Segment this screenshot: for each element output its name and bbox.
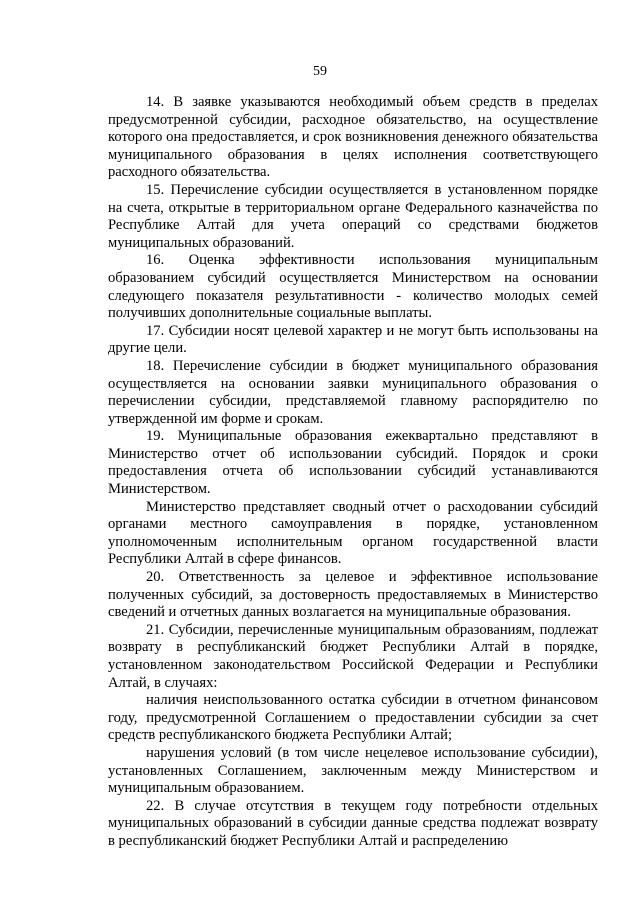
paragraph-15: 15. Перечисление субсидии осуществляется в установленном порядке на счета, открытые в территориальном органе Федерального казначейства по Республике Алтай для учета операций со средствами бюджетов муниципальных образований. [108, 181, 598, 251]
paragraph-16: 16. Оценка эффективности использования муниципальным образованием субсидий осуществляется Министерством на основании следующего показателя результативности - количество молодых семей получивших дополнительные социальные выплаты. [108, 252, 598, 322]
paragraph-21-case-2: нарушения условий (в том числе нецелевое использование субсидии), установленных Соглашением, заключенным между Министерством и муниципальным образованием. [108, 744, 598, 797]
paragraph-20: 20. Ответственность за целевое и эффективное использование полученных субсидий, за достоверность предоставляемых в Министерство сведений и отчетных данных возлагается на муниципальные образования. [108, 569, 598, 621]
paragraph-21-case-1: наличия неиспользованного остатка субсидии в отчетном финансовом году, предусмотренной Соглашением о предоставлении субсидии за счет средств республиканского бюджета Республики Алтай; [108, 692, 598, 744]
paragraph-14: 14. В заявке указываются необходимый объем средств в пределах предусмотренной субсидии, расходное обязательство, на осуществление которого она предоставляется, и срок возникновения денежного обязательства муниципального образования в целях исполнения соответствующего расходного обязательства. [108, 94, 598, 181]
paragraph-18: 18. Перечисление субсидии в бюджет муниципального образования осуществляется на основании заявки муниципального образования о перечислении субсидии, представляемой главному распорядителю по утвержденной им форме и срокам. [108, 357, 598, 427]
document-body [108, 94, 598, 851]
page-number: 59 [313, 64, 327, 79]
paragraph-19: 19. Муниципальные образования ежеквартально представляют в Министерство отчет об использовании субсидий. Порядок и сроки предоставления отчета об использовании субсидий устанавливаются Министерством. [108, 428, 598, 498]
paragraph-22: 22. В случае отсутствия в текущем году потребности отдельных муниципальных образований в субсидии данные средства подлежат возврату в республиканский бюджет Республики Алтай и распределению [108, 797, 598, 849]
paragraph-21: 21. Субсидии, перечисленные муниципальным образованиям, подлежат возврату в республиканский бюджет Республики Алтай в порядке, установленном законодательством Российской Федерации и Республики Алтай, в случаях: [108, 621, 598, 691]
paragraph-17: 17. Субсидии носят целевой характер и не могут быть использованы на другие цели. [108, 322, 598, 357]
paragraph-19-continuation: Министерство представляет сводный отчет о расходовании субсидий органами местного самоуправления в порядке, установленном уполномоченным исполнительным органом государственной власти Республики Алтай в сфере финансов. [108, 498, 598, 568]
